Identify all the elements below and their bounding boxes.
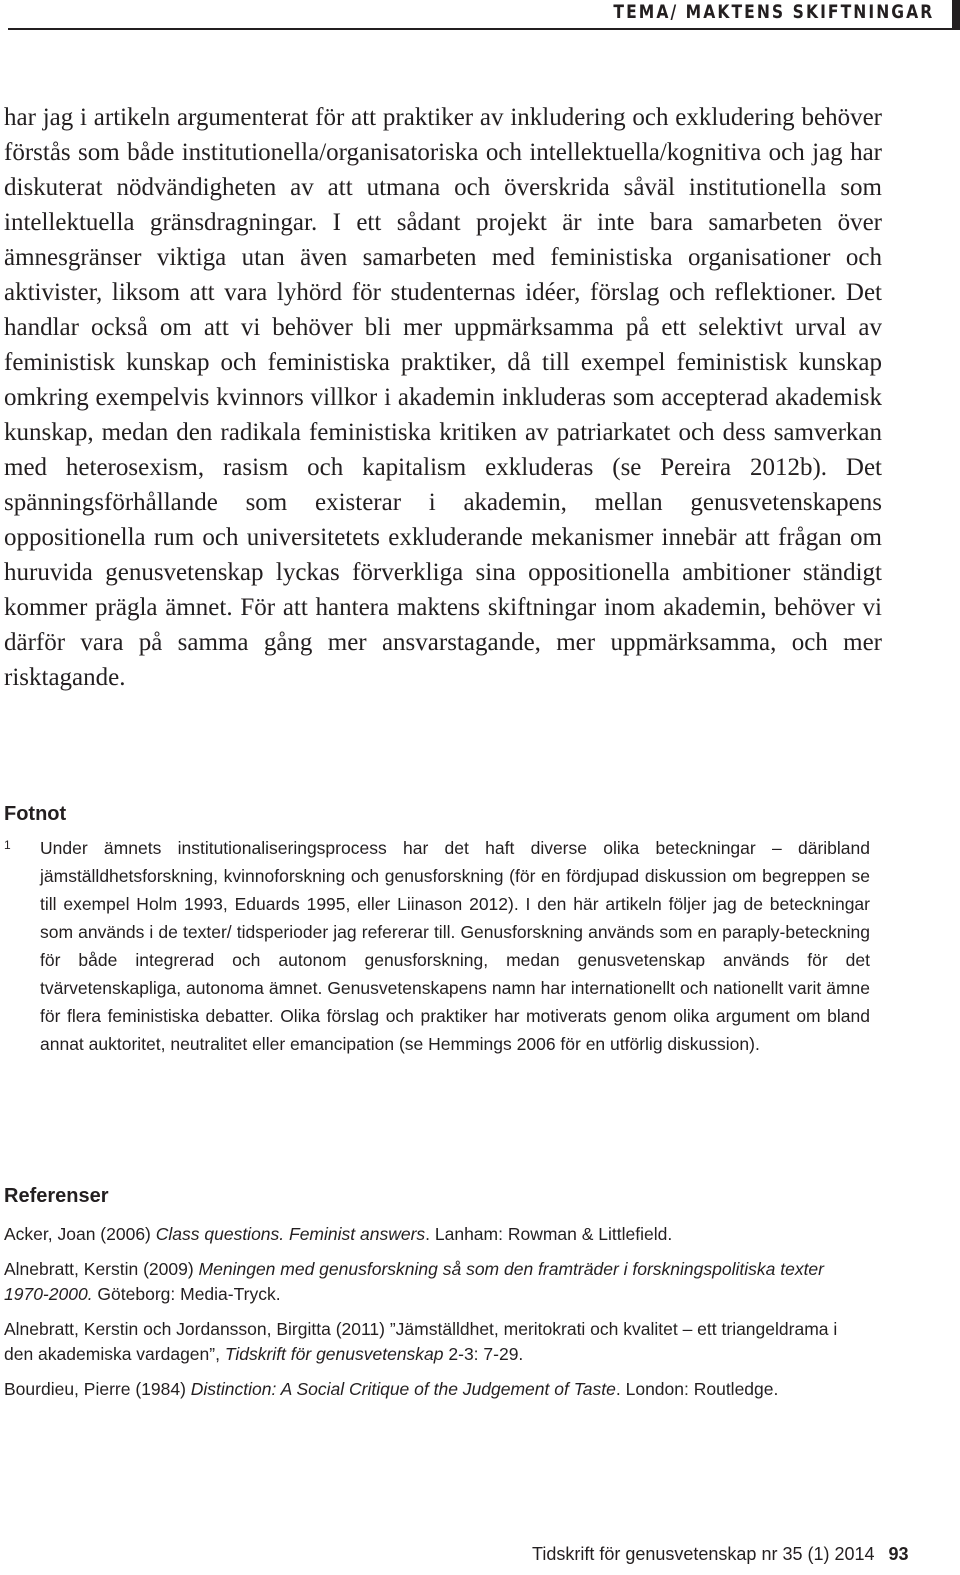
- footer-journal: Tidskrift för genusvetenskap nr 35 (1) 2014: [532, 1544, 875, 1564]
- footnote-1: [4, 834, 870, 1058]
- reference-text: . Lanham: Rowman & Littlefield.: [425, 1224, 673, 1244]
- reference-item: [4, 1377, 870, 1402]
- reference-item: [4, 1317, 870, 1367]
- running-header-title: TEMA/ MAKTENS SKIFTNINGAR: [613, 1, 934, 23]
- references-heading: Referenser: [4, 1185, 109, 1207]
- reference-text: Acker, Joan (2006): [4, 1224, 156, 1244]
- reference-text: . London: Routledge.: [615, 1379, 779, 1399]
- reference-item: [4, 1222, 870, 1247]
- header-edge-bar: [952, 0, 960, 30]
- reference-title: Tidskrift för genusvetenskap: [224, 1344, 444, 1364]
- page-footer: [532, 1544, 909, 1565]
- reference-title: Class questions. Feminist answers: [155, 1224, 426, 1244]
- body-paragraph: har jag i artikeln argumenterat för att praktiker av inkludering och exkludering behöver förstås som både institutionella/organisatoriska och intellektuella/kognitiva och jag har diskuterat nödvändigheten av att utmana och överskrida såväl institutionella som intellektuella gränsdragningar. I ett sådant projekt är inte bara samarbeten över ämnesgränser viktiga utan även samarbeten med feministiska organisationer och aktivister, liksom att vara lyhörd för studenternas idéer, förslag och reflektioner. Det handlar också om att vi behöver bli mer uppmärksamma på ett selektivt urval av feministisk kunskap och feministiska praktiker, då till exempel feministisk kunskap omkring exempelvis kvinnors villkor i akademin inkluderas som accepterad akademisk kunskap, medan den radikala feministiska kritiken av patriarkatet och dess samverkan med heterosexism, rasism och kapitalism exkluderas (se Pereira 2012b). Det spänningsförhållande som existerar i akademin, mellan genusvetenskapens oppositionella rum och universitetets exkluderande mekanismer innebär att frågan om huruvida genusvetenskap lyckas förverkliga sina oppositionella ambitioner ständigt kommer prägla ämnet. För att hantera maktens skiftningar inom akademin, behöver vi därför vara på samma gång mer ansvarstagande, mer uppmärksamma, och mer risktagande.: [4, 104, 882, 691]
- footnote-heading: Fotnot: [4, 803, 67, 825]
- footnote-text: Under ämnets institutionaliseringsprocess har det haft diverse olika beteckningar – däribland jämställdhetsforskning, kvinnoforskning och genusforskning (för en fördjupad diskussion om begreppen se till exempel Holm 1993, Eduards 1995, eller Liinason 2012). I den här artikeln följer jag de beteckningar som används i de texter/ tidsperioder jag refererar till. Genusforskning används som en paraply-beteckning för både integrerad och autonom genusforskning, medan genusvetenskap används för det tvärvetenskapliga, autonoma ämnet. Genusvetenskapens namn har internationellt och nationellt varit ämne för flera feministiska debatter. Olika förslag och praktiker har motiverats genom olika argument om bland annat auktoritet, neutralitet eller emancipation (se Hemmings 2006 för en utförlig diskussion).: [40, 838, 870, 1054]
- reference-list: [4, 1222, 870, 1412]
- footnote-number: 1: [4, 838, 11, 852]
- reference-text: Göteborg: Media-Tryck.: [92, 1284, 281, 1304]
- reference-title: Meningen med genusforskning så som den framträder i forskningspolitiska texter 1970-2000.: [4, 1259, 824, 1304]
- reference-text: Alnebratt, Kerstin och Jordansson, Birgitta (2011) ”Jämställdhet, meritokrati och kvalitet – ett triangeldrama i den akademiska vardagen”,: [4, 1319, 838, 1364]
- page-number: 93: [888, 1544, 909, 1564]
- reference-title: Distinction: A Social Critique of the Judgement of Taste: [190, 1379, 616, 1399]
- reference-text: Alnebratt, Kerstin (2009): [4, 1259, 199, 1279]
- running-header: [8, 0, 960, 30]
- reference-text: Bourdieu, Pierre (1984): [4, 1379, 191, 1399]
- reference-text: 2-3: 7-29.: [443, 1344, 524, 1364]
- reference-item: [4, 1257, 870, 1307]
